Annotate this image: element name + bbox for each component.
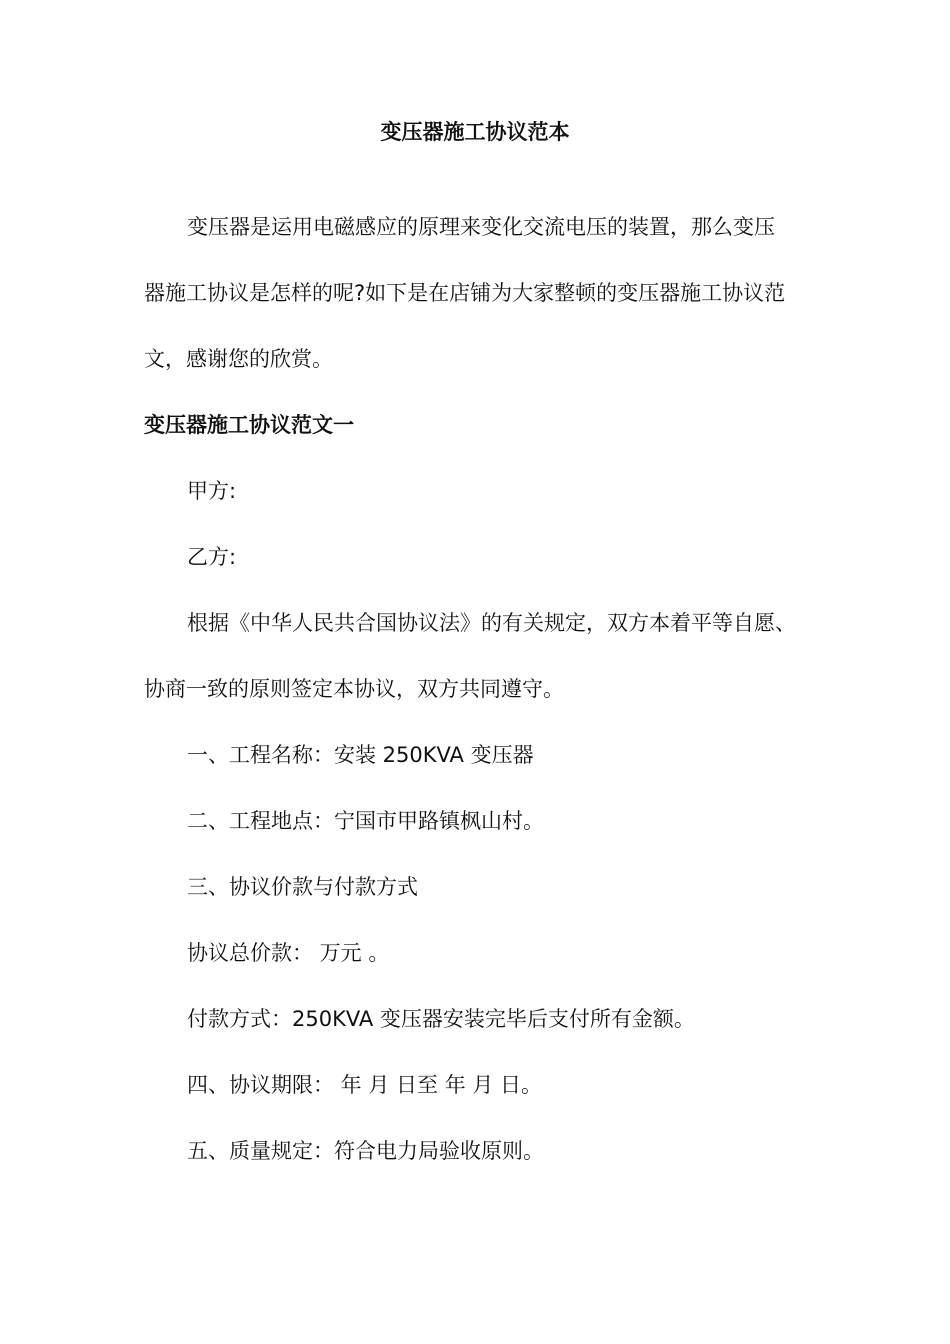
basis-line-1: 根据《中华人民共合国协议法》的有关规定，双方本着平等自愿、: [187, 611, 796, 635]
intro-line-2: 器施工协议是怎样的呢?如下是在店铺为大家整顿的变压器施工协议范: [144, 281, 786, 305]
item-total-price: 协议总价款： 万元 。: [187, 941, 390, 965]
basis-line-2: 协商一致的原则签定本协议，双方共同遵守。: [144, 677, 564, 701]
item-price-and-payment: 三、协议价款与付款方式: [187, 875, 418, 899]
party-b-label: 乙方:: [187, 545, 237, 569]
section-heading: 变压器施工协议范文一: [144, 413, 354, 437]
item-agreement-period: 四、协议期限： 年 月 日至 年 月 日。: [187, 1073, 543, 1097]
item-quality-requirements: 五、质量规定：符合电力局验收原则。: [187, 1139, 544, 1163]
intro-line-1: 变压器是运用电磁感应的原理来变化交流电压的装置，那么变压: [187, 215, 775, 239]
item-payment-method: 付款方式：250KVA 变压器安装完毕后支付所有金额。: [187, 1007, 695, 1031]
party-a-label: 甲方:: [187, 479, 237, 503]
item-project-location: 二、工程地点：宁国市甲路镇枫山村。: [187, 809, 544, 833]
document-title: 变压器施工协议范本: [380, 120, 570, 144]
intro-line-3: 文，感谢您的欣赏。: [144, 347, 333, 371]
item-project-name: 一、工程名称：安装 250KVA 变压器: [187, 743, 534, 767]
